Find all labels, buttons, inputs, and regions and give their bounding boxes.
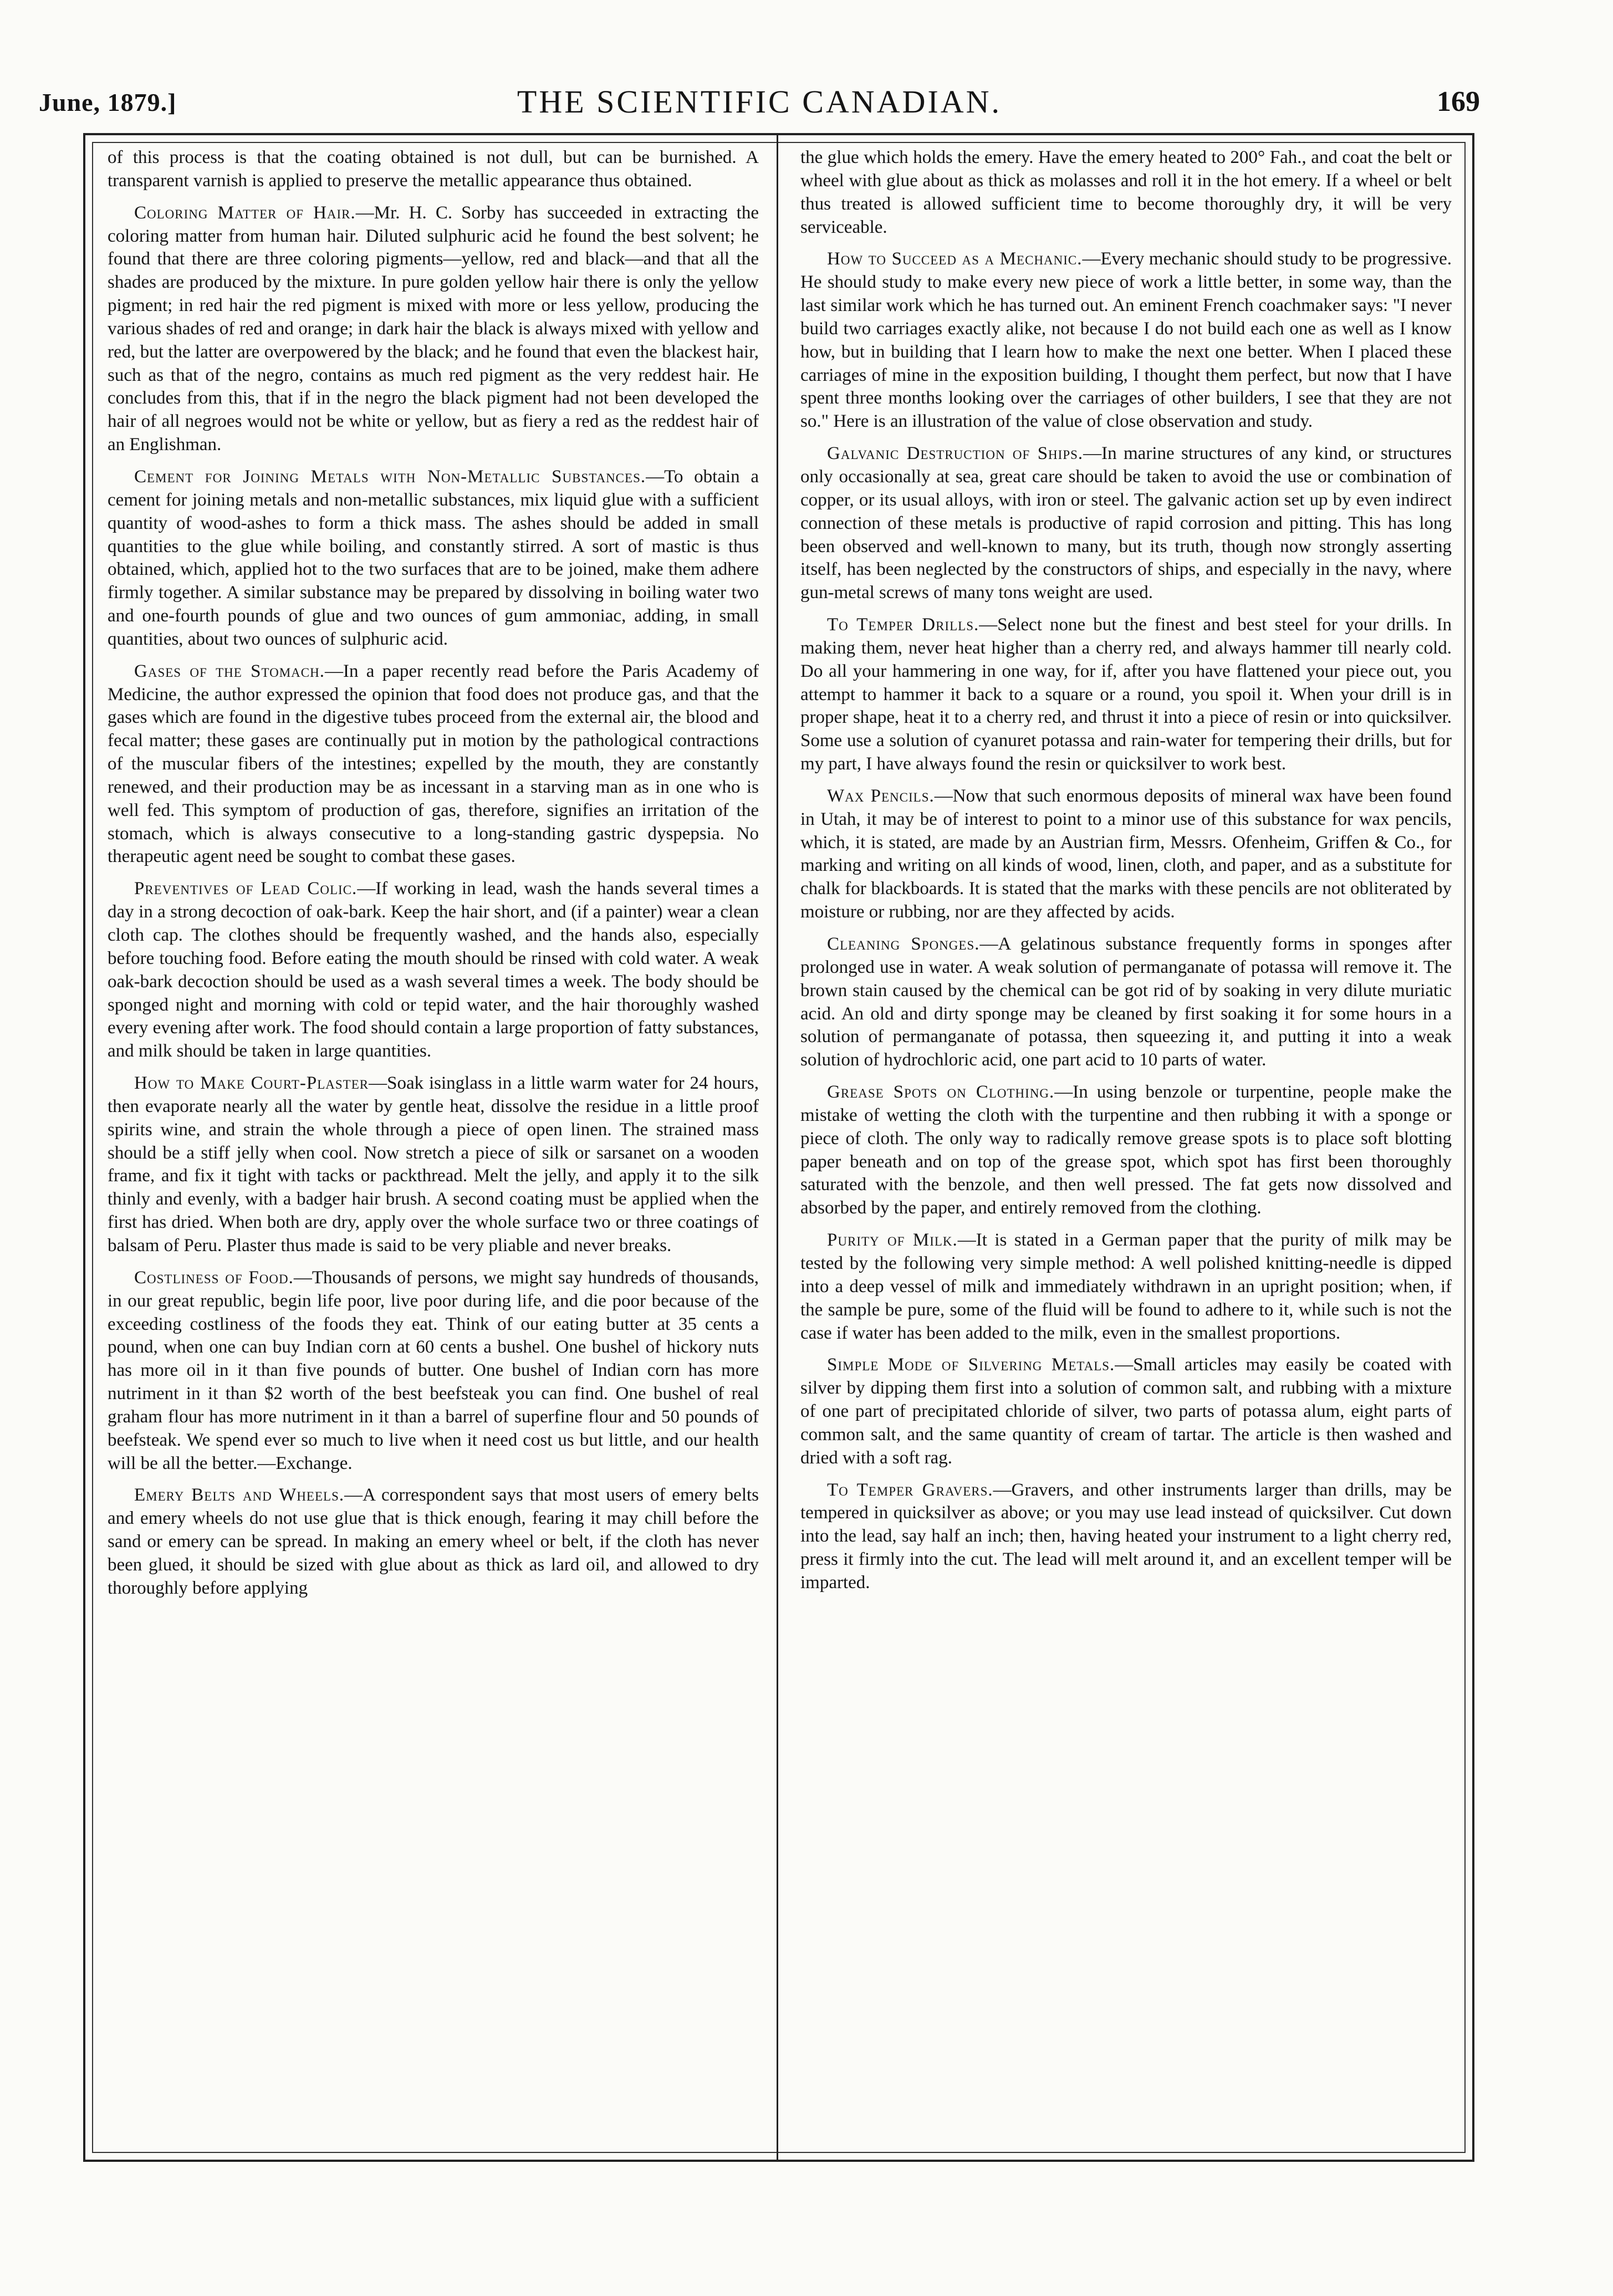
article-heading: Galvanic Destruction of Ships. — [827, 443, 1084, 464]
article-heading: To Temper Drills. — [827, 615, 979, 635]
issue-date: June, 1879.] — [39, 88, 177, 116]
article-heading: How to Make Court-Plaster — [134, 1073, 369, 1094]
article-heading: Purity of Milk. — [827, 1230, 958, 1251]
article-heading: Wax Pencils. — [827, 785, 935, 806]
publication-title: THE SCIENTIFIC CANADIAN. — [517, 84, 1002, 120]
article-succeed-as-mechanic — [800, 248, 1452, 433]
article-body: —Mr. H. C. Sorby has succeeded in extracting the coloring matter from human hair. Diluted sulphuric acid he found the best solvent; he found that there are three coloring pigments—yellow, red and black—and that all the shades are produced by the mixture. In pure golden yellow hair there is only the yellow pigment; in red hair the red pigment is mixed with more or less yellow, producing the various shades of red and orange; in dark hair the black is always mixed with yellow and red, but the latter are overpowered by the black; and he found that even the blackest hair, such as that of the negro, contains as much red pigment as the very reddest hair. He concludes from this, that if in the negro the black pigment had not been developed the hair of all negroes would not be white or yellow, but as fiery a red as the reddest hair of an Englishman. — [108, 202, 759, 455]
page-frame — [83, 133, 1474, 2162]
article-cement-for-joining-metals — [108, 466, 759, 651]
article-body: —In a paper recently read before the Paris Academy of Medicine, the author expressed the opinion that food does not produce gas, and that the gases which are found in the digestive tubes proceed from the external air, the blood and fecal matter; these gases are continually put in motion by the pathological contractions of the muscular fibers of the intestines; expelled by the mouth, they are constantly renewed, and their production may be as incessant in a starving man as in one who is well fed. This symptom of production of gas, therefore, signifies an irritation of the stomach, which is always consecutive to a long-standing gastric dyspepsia. No therapeutic agent need be sought to combat these gases. — [108, 661, 759, 867]
left-column — [108, 146, 759, 1609]
article-coloring-matter-of-hair — [108, 202, 759, 457]
article-emery-continued: the glue which holds the emery. Have the emery heated to 200° Fah., and coat the belt or wheel with glue about as thick as molasses and roll it in the hot emery. If a wheel or belt thus treated is allowed sufficient time to become thoroughly dry, it will be very serviceable. — [800, 147, 1452, 237]
article-heading: Cement for Joining Metals with Non-Metallic Substances. — [134, 466, 646, 487]
article-body: —Now that such enormous deposits of mineral wax have been found in Utah, it may be of interest to point to a minor use of this substance for wax pencils, which, it is stated, are made by an Austrian firm, Messrs. Ofenheim, Griffen & Co., for marking and writing on all kinds of wood, linen, cloth, and paper, and as a substitute for chalk for blackboards. It is stated that the marks with these pencils are not obliterated by moisture or rubbing, nor are they affected by acids. — [800, 785, 1452, 922]
article-court-plaster — [108, 1072, 759, 1258]
article-body: —Gravers, and other instruments larger than drills, may be tempered in quicksilver as above; or you may use lead instead of quicksilver. Cut down into the lead, say half an inch; then, having heated your instrument to a light cherry red, press it firmly into the cut. The lead will melt around it, and an excellent temper will be imparted. — [800, 1479, 1452, 1593]
article-heading: To Temper Gravers. — [827, 1479, 993, 1500]
article-heading: Preventives of Lead Colic. — [134, 879, 358, 899]
right-column — [800, 146, 1452, 1604]
article-heading: Gases of the Stomach. — [134, 661, 325, 681]
article-heading: Coloring Matter of Hair. — [134, 202, 356, 223]
article-costliness-of-food — [108, 1267, 759, 1476]
article-body: —Small articles may easily be coated with silver by dipping them first into a solution of common salt, and rubbing with a mixture of one part of precipitated chloride of silver, two parts of potassa alum, eight parts of common salt, and the same quantity of cream of tartar. The article is then washed and dried with a soft rag. — [800, 1355, 1452, 1468]
article-temper-gravers — [800, 1479, 1452, 1595]
article-galvanic-destruction — [800, 442, 1452, 605]
article-body: —Every mechanic should study to be progressive. He should study to make every new piece of work a little better, in some way, than the last similar work which he has turned out. An eminent French coachmaker says: "I never build two carriages exactly alike, not because I do not build each one as well as I know how, but in building that I learn how to make the next one better. When I placed these carriages of mine in the exposition building, I thought them perfect, but now that I have spent three months looking over the carriages of other builders, I see that they are not so." Here is an illustration of the value of close observation and study. — [800, 249, 1452, 432]
article-body: —In marine structures of any kind, or structures only occasionally at sea, great care should be taken to avoid the use or combination of copper, or its usual alloys, with iron or steel. The galvanic action set up by even indirect connection of these metals is productive of rapid corrosion and pitting. This has long been observed and well-known to many, but its truth, though now strongly asserting itself, has been neglected by the constructors of ships, and especially in the navy, where gun-metal screws of many tons weight are used. — [800, 443, 1452, 603]
article-body: —If working in lead, wash the hands several times a day in a strong decoction of oak-bark. Keep the hair short, and (if a painter) wear a clean cloth cap. The clothes should be frequently washed, and the hands also, especially before touching food. Before eating the mouth should be rinsed with cold water. A weak oak-bark decoction should be used as a wash several times a week. The body should be sponged night and morning with cold or tepid water, and the hair thoroughly washed every evening after work. The food should contain a large proportion of fatty substances, and milk should be taken in large quantities. — [108, 879, 759, 1062]
page-number: 169 — [1437, 86, 1480, 118]
article-heading: Costliness of Food. — [134, 1267, 294, 1288]
article-heading: Cleaning Sponges. — [827, 934, 980, 954]
article-heading: Emery Belts and Wheels. — [134, 1485, 345, 1506]
article-body: —To obtain a cement for joining metals and non-metallic substances, mix liquid glue with a sufficient quantity of wood-ashes to form a thick mass. The ashes should be added in small quantities to the glue while boiling, and constantly stirred. A sort of mastic is thus obtained, which, applied hot to the two surfaces that are to be joined, make them adhere firmly together. A similar substance may be prepared by dissolving in boiling water two and one-fourth pounds of glue and two ounces of gum ammoniac, adding, in small quantities, about two ounces of sulphuric acid. — [108, 466, 759, 649]
article-cleaning-sponges — [800, 933, 1452, 1072]
article-continued: of this process is that the coating obtained is not dull, but can be burnished. A transparent varnish is applied to preserve the metallic appearance thus obtained. — [108, 147, 759, 191]
article-heading: Grease Spots on Clothing. — [827, 1082, 1055, 1103]
article-body: —Thousands of persons, we might say hundreds of thousands, in our great republic, begin life poor, live poor during life, and die poor because of the exceeding costliness of the foods they eat. Think of our eating butter at 35 cents a pound, when one can buy Indian corn at 60 cents a bushel. One bushel of hickory nuts has more oil in it than five pounds of butter. One bushel of Indian corn has more nutriment in it than $2 worth of the best beefsteak you can find. One bushel of real graham flour has more nutriment in it than a barrel of superfine flour and 50 pounds of beefsteak. We spend ever so much to live when it need cost us but little, and our health will be all the better.—Exchange. — [108, 1267, 759, 1473]
article-preventives-of-lead-colic — [108, 877, 759, 1063]
article-silvering-metals — [800, 1354, 1452, 1470]
article-body: —A correspondent says that most users of emery belts and emery wheels do not use glue that is thick enough, fearing it may chill before the sand or emery can be spread. In making an emery wheel or belt, if the cloth has never been glued, it should be sized with glue about as thick as lard oil, and allowed to dry thoroughly before applying — [108, 1485, 759, 1598]
article-temper-drills — [800, 614, 1452, 776]
masthead — [39, 83, 1480, 133]
article-heading: Simple Mode of Silvering Metals. — [827, 1355, 1115, 1375]
article-purity-of-milk — [800, 1229, 1452, 1345]
column-divider — [777, 135, 778, 2160]
article-body: —In using benzole or turpentine, people make the mistake of wetting the cloth with the turpentine and then rubbing it with a sponge or piece of cloth. The only way to radically remove grease spots is to place soft blotting paper beneath and on top of the grease spot, which spot has first been thoroughly saturated with the benzole, and then well pressed. The fat gets now dissolved and absorbed by the paper, and entirely removed from the clothing. — [800, 1082, 1452, 1218]
article-heading: How to Succeed as a Mechanic. — [827, 249, 1083, 269]
article-emery-belts-and-wheels — [108, 1484, 759, 1600]
article-body: —Select none but the finest and best steel for your drills. In making them, never heat higher than a cherry red, and always hammer till nearly cold. Do all your hammering in one way, for if, after you have flattened your piece out, you attempt to hammer it back to a square or a round, you spoil it. When your drill is in proper shape, heat it to a cherry red, and thrust it into a piece of resin or into quicksilver. Some use a solution of cyanuret potassa and rain-water for tempering their drills, but for my part, I have always found the resin or quicksilver to work best. — [800, 615, 1452, 774]
article-body: —It is stated in a German paper that the purity of milk may be tested by the following very simple method: A well polished knitting-needle is dipped into a deep vessel of milk and immediately withdrawn in an upright position; when, if the sample be pure, some of the fluid will be found to adhere to it, while such is not the case if water has been added to the milk, even in the smallest proportions. — [800, 1230, 1452, 1343]
article-grease-spots — [800, 1081, 1452, 1220]
article-body: —A gelatinous substance frequently forms in sponges after prolonged use in water. A weak solution of permanganate of potassa will remove it. The brown stain caused by the chemical can be got rid of by soaking in very dilute muriatic acid. An old and dirty sponge may be cleaned by first soaking it for some hours in a solution of permanganate of potassa, then squeezing it, and putting it into a weak solution of hydrochloric acid, one part acid to 10 parts of water. — [800, 934, 1452, 1070]
article-wax-pencils — [800, 785, 1452, 924]
article-gases-of-the-stomach — [108, 660, 759, 869]
article-body: —Soak isinglass in a little warm water for 24 hours, then evaporate nearly all the water by gentle heat, dissolve the residue in a little proof spirits wine, and strain the whole through a piece of open linen. The strained mass should be a stiff jelly when cool. Now stretch a piece of silk or sarsanet on a wooden frame, and fix it tight with tacks or packthread. Melt the jelly, and apply it to the silk thinly and evenly, with a badger hair brush. A second coating must be applied when the first has dried. When both are dry, apply over the whole surface two or three coatings of balsam of Peru. Plaster thus made is said to be very pliable and never breaks. — [108, 1073, 759, 1256]
